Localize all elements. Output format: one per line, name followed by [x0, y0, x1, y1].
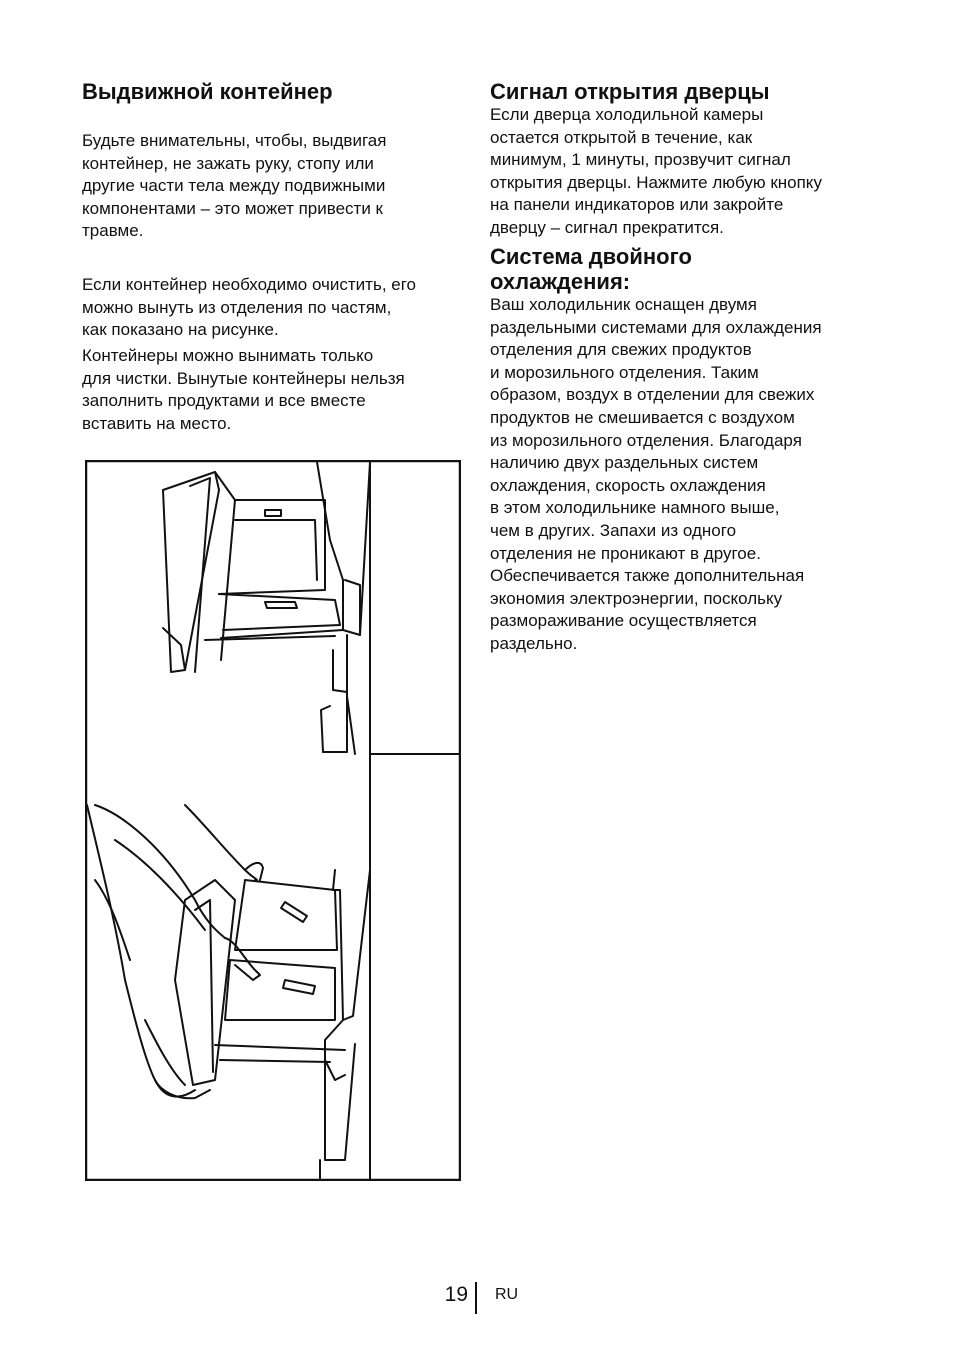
page-number: 19	[444, 1283, 468, 1306]
top-panel-drawer-open	[163, 462, 370, 754]
language-code: RU	[495, 1286, 519, 1303]
section-title-drawer: Выдвижной контейнер	[82, 79, 333, 104]
drawer-cleaning-paragraph: Если контейнер необходимо очистить, его можно вынуть из отделения по частям, как показано на рисунке.	[82, 275, 417, 340]
bottom-panel-person-lifting	[87, 754, 370, 1180]
section-title-dual-cooling: Система двойного охлаждения:	[490, 244, 692, 294]
drawer-removal-paragraph: Контейнеры можно вынимать только для чистки. Вынутые контейнеры нельзя заполнить продуктами и все вместе вставить на место.	[82, 346, 405, 433]
figure-frame	[86, 461, 460, 1180]
page-footer	[0, 1280, 954, 1320]
footer-separator	[475, 1282, 477, 1314]
section-title-door-alarm: Сигнал открытия дверцы	[490, 79, 770, 104]
drawer-warning-paragraph: Будьте внимательны, чтобы, выдвигая контейнер, не зажать руку, стопу или другие части тела между подвижными компонентами – это может привести к травме.	[82, 131, 387, 241]
drawer-removal-illustration	[85, 460, 461, 1181]
dual-cooling-paragraph: Ваш холодильник оснащен двумя раздельными системами для охлаждения отделения для свежих продуктов и морозильного отделения. Таким образом, воздух в отделении для свежих продуктов не смешивается с воздухом из морозильного отделения. Благодаря наличию двух раздельных систем охлаждения, скорость охлаждения в этом холодильнике намного выше, чем в других. Запахи из одного отделения не проникают в другое. Обеспечивается также дополнительная экономия электроэнергии, поскольку размораживание осуществляется раздельно.	[490, 295, 822, 653]
door-alarm-paragraph: Если дверца холодильной камеры остается открытой в течение, как минимум, 1 минуты, прозвучит сигнал открытия дверцы. Нажмите любую кнопку на панели индикаторов или закройте дверцу – сигнал прекратится.	[490, 105, 822, 237]
